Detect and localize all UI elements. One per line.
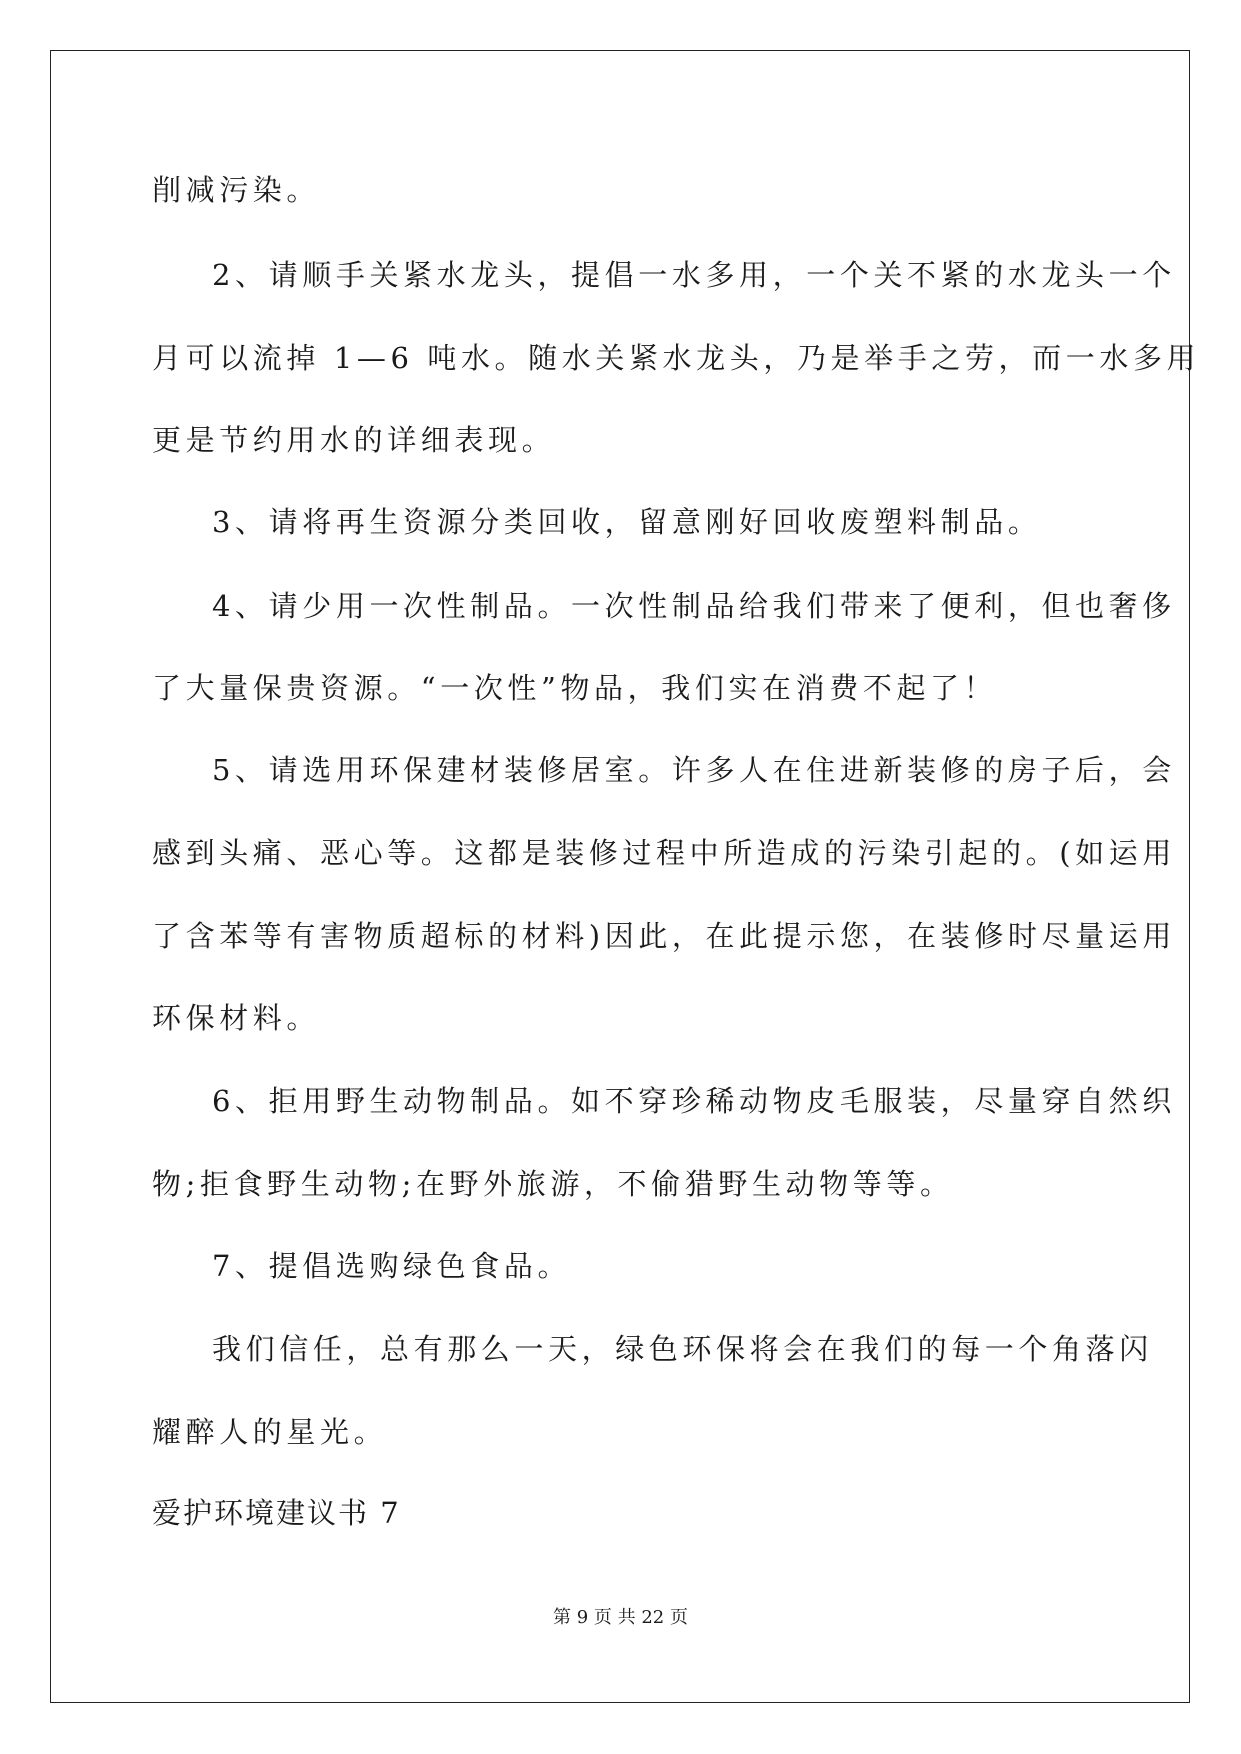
body-text-line: 3、请将再生资源分类回收，留意刚好回收废塑料制品。 bbox=[212, 505, 1042, 539]
page-number-footer: 第 9 页 共 22 页 bbox=[553, 1607, 688, 1628]
body-text-line: 月可以流掉 1—6 吨水。随水关紧水龙头，乃是举手之劳，而一水多用 bbox=[152, 341, 1201, 375]
body-text-line: 6、拒用野生动物制品。如不穿珍稀动物皮毛服装，尽量穿自然织 bbox=[212, 1084, 1176, 1118]
body-text-line: 耀醉人的星光。 bbox=[152, 1415, 388, 1449]
body-text-line: 削减污染。 bbox=[152, 173, 321, 207]
body-text-line: 物;拒食野生动物;在野外旅游，不偷猎野生动物等等。 bbox=[152, 1167, 954, 1201]
body-text-line: 4、请少用一次性制品。一次性制品给我们带来了便利，但也奢侈 bbox=[212, 589, 1176, 623]
body-text-line: 2、请顺手关紧水龙头，提倡一水多用，一个关不紧的水龙头一个 bbox=[212, 258, 1176, 292]
body-text-line: 5、请选用环保建材装修居室。许多人在住进新装修的房子后，会 bbox=[212, 753, 1176, 787]
section-heading: 爱护环境建议书 7 bbox=[152, 1496, 401, 1530]
body-text-line: 感到头痛、恶心等。这都是装修过程中所造成的污染引起的。(如运用 bbox=[152, 836, 1176, 870]
body-text-line: 了大量保贵资源。“一次性”物品，我们实在消费不起了！ bbox=[152, 671, 998, 705]
page-border bbox=[50, 50, 1190, 1703]
body-text-line: 我们信任，总有那么一天，绿色环保将会在我们的每一个角落闪 bbox=[212, 1332, 1153, 1366]
body-text-line: 更是节约用水的详细表现。 bbox=[152, 423, 556, 457]
body-text-line: 环保材料。 bbox=[152, 1001, 321, 1035]
body-text-line: 了含苯等有害物质超标的材料)因此，在此提示您，在装修时尽量运用 bbox=[152, 919, 1176, 953]
body-text-line: 7、提倡选购绿色食品。 bbox=[212, 1249, 572, 1283]
